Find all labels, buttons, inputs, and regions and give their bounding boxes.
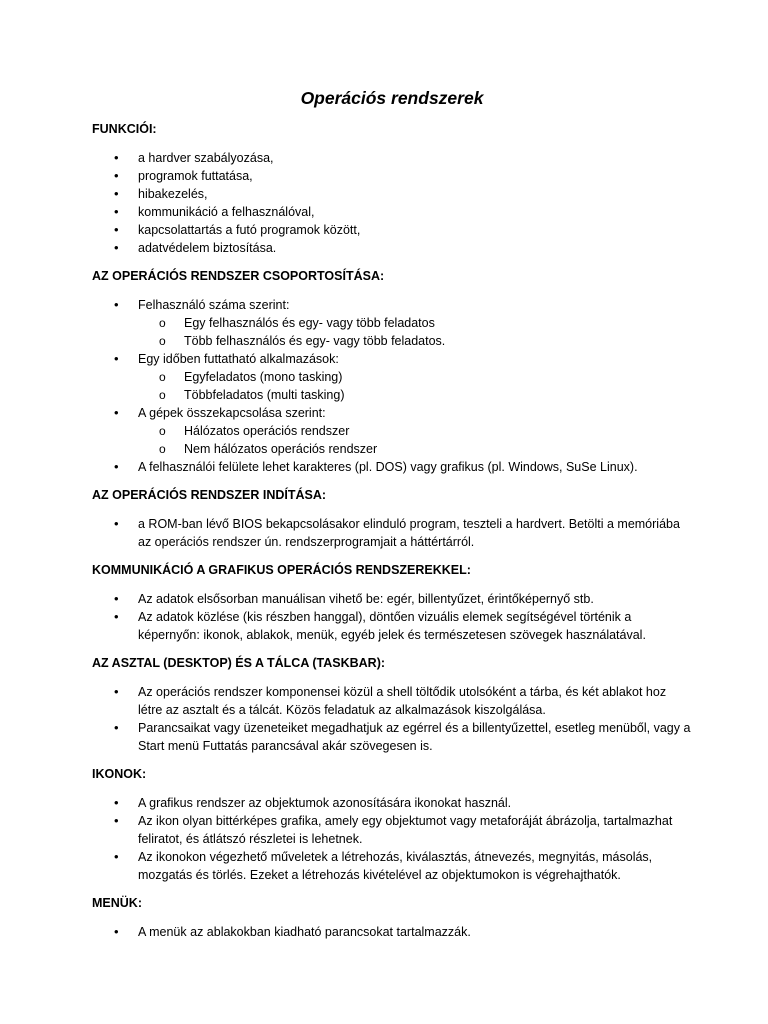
bullet-list — [92, 296, 692, 476]
section-heading: AZ ASZTAL (DESKTOP) ÉS A TÁLCA (TASKBAR): — [92, 656, 386, 670]
section-heading: AZ OPERÁCIÓS RENDSZER INDÍTÁSA: — [92, 488, 327, 502]
section-heading: MENÜK: — [92, 896, 142, 910]
list-item: • A grafikus rendszer az objektumok azonosítására ikonokat használ. — [92, 794, 692, 812]
list-item-text: Felhasználó száma szerint: — [138, 298, 290, 312]
sub-list-item: o Nem hálózatos operációs rendszer — [92, 440, 692, 458]
sub-list-item: o Hálózatos operációs rendszer — [92, 422, 692, 440]
document-page — [92, 86, 692, 951]
bullet-list — [92, 590, 692, 644]
sub-list-container — [92, 422, 692, 458]
list-item: • hibakezelés, — [92, 185, 692, 203]
list-item: • A menük az ablakokban kiadható parancsokat tartalmazzák. — [92, 923, 692, 941]
sub-list-item: o Több felhasználós és egy- vagy több feladatos. — [92, 332, 692, 350]
sub-list-container — [92, 314, 692, 350]
section — [92, 561, 692, 644]
list-item: • adatvédelem biztosítása. — [92, 239, 692, 257]
bullet-list — [92, 149, 692, 257]
list-item: • Az ikonokon végezhető műveletek a létrehozás, kiválasztás, átnevezés, megnyitás, másolás, mozgatás és törlés. Ezeket a létrehozás kivételével az objektumokon is végrehajthatók. — [92, 848, 692, 884]
section — [92, 654, 692, 755]
section-heading: KOMMUNIKÁCIÓ A GRAFIKUS OPERÁCIÓS RENDSZEREKKEL: — [92, 563, 471, 577]
section — [92, 486, 692, 551]
bullet-list — [92, 923, 692, 941]
list-item — [92, 350, 692, 368]
list-item: • a ROM-ban lévő BIOS bekapcsolásakor elinduló program, teszteli a hardvert. Betölti a memóriába az operációs rendszer ún. rendszerprogramjait a háttértárról. — [92, 515, 692, 551]
sub-list-item: o Egyfeladatos (mono tasking) — [92, 368, 692, 386]
list-item — [92, 404, 692, 422]
page-title: Operációs rendszerek — [300, 88, 484, 108]
section — [92, 267, 692, 476]
list-item: • kapcsolattartás a futó programok között, — [92, 221, 692, 239]
section — [92, 894, 692, 941]
list-item: • Az adatok elsősorban manuálisan vihető be: egér, billentyűzet, érintőképernyő stb. — [92, 590, 692, 608]
list-item — [92, 296, 692, 314]
list-item: • Az adatok közlése (kis részben hanggal), döntően vizuális elemek segítségével történik a képernyőn: ikonok, ablakok, menük, egyéb jelek és természetesen szövegek használatával. — [92, 608, 692, 644]
list-item: • programok futtatása, — [92, 167, 692, 185]
list-item-text: Egy időben futtatható alkalmazások: — [138, 352, 339, 366]
sub-list-container — [92, 368, 692, 404]
sub-list-item: o Többfeladatos (multi tasking) — [92, 386, 692, 404]
section-heading: FUNKCIÓI: — [92, 122, 157, 136]
list-item — [92, 458, 692, 476]
sub-list — [92, 368, 692, 404]
section-heading: AZ OPERÁCIÓS RENDSZER CSOPORTOSÍTÁSA: — [92, 269, 385, 283]
bullet-list — [92, 515, 692, 551]
section — [92, 120, 692, 257]
document-body — [92, 120, 692, 941]
sub-list — [92, 314, 692, 350]
sub-list — [92, 422, 692, 458]
list-item-text: A felhasználói felülete lehet karakteres (pl. DOS) vagy grafikus (pl. Windows, SuSe Linux). — [138, 460, 638, 474]
list-item: • kommunikáció a felhasználóval, — [92, 203, 692, 221]
list-item: • Az ikon olyan bittérképes grafika, amely egy objektumot vagy metaforáját ábrázolja, tartalmazhat feliratot, és átlátszó részletei is lehetnek. — [92, 812, 692, 848]
list-item-text: A gépek összekapcsolása szerint: — [138, 406, 326, 420]
sub-list-item: o Egy felhasználós és egy- vagy több feladatos — [92, 314, 692, 332]
section-heading: IKONOK: — [92, 767, 147, 781]
list-item: • Parancsaikat vagy üzeneteiket megadhatjuk az egérrel és a billentyűzettel, esetleg menüből, vagy a Start menü Futtatás parancsával akár szövegesen is. — [92, 719, 692, 755]
section — [92, 765, 692, 884]
list-item: • Az operációs rendszer komponensei közül a shell töltődik utolsóként a tárba, és két ablakot hoz létre az asztalt és a tálcát. Közös feladatuk az alkalmazások kiszolgálása. — [92, 683, 692, 719]
bullet-list — [92, 794, 692, 884]
list-item: • a hardver szabályozása, — [92, 149, 692, 167]
bullet-list — [92, 683, 692, 755]
